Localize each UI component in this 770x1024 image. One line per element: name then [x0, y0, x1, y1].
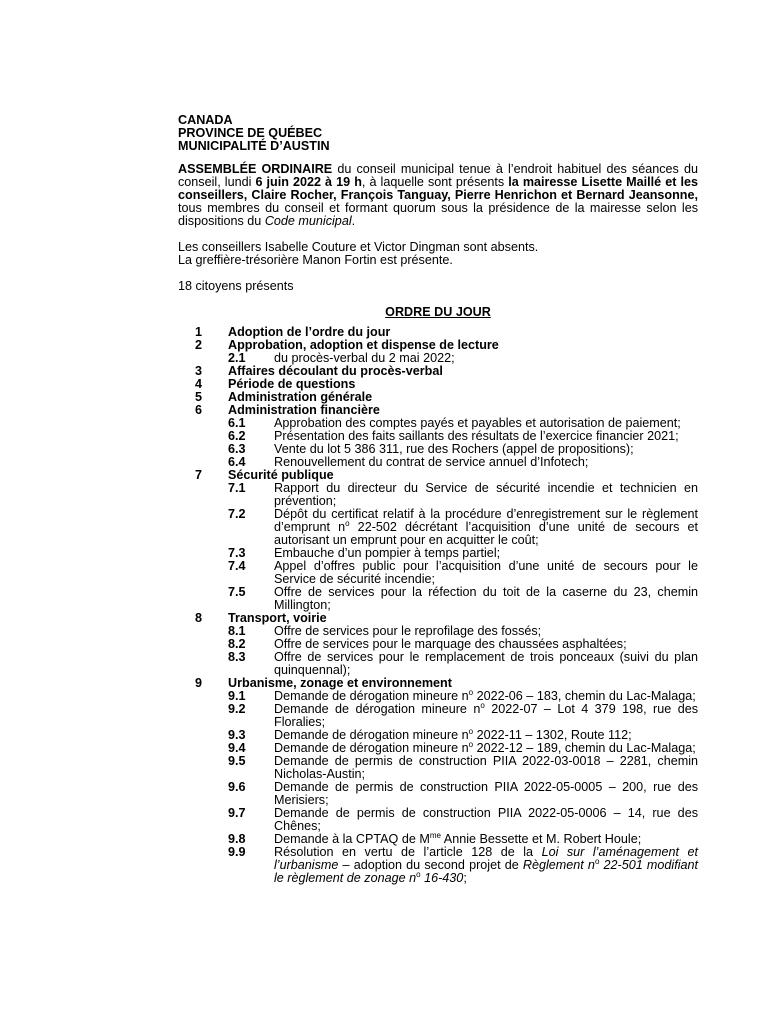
agenda-subitem: [228, 586, 698, 612]
subitem-label: Embauche d’un pompier à temps partiel;: [274, 546, 501, 560]
agenda-subitem: [228, 807, 698, 833]
header-municipality: MUNICIPALITÉ D’AUSTIN: [178, 139, 330, 153]
subitem-text: ;: [463, 871, 467, 885]
agenda-title: ORDRE DU JOUR: [385, 305, 491, 319]
subitem-label: Offre de services pour le reprofilage des fossés;: [274, 624, 542, 638]
subitem-label: Offre de services pour le marquage des chaussées asphaltées;: [274, 637, 627, 651]
document-content: [178, 114, 698, 885]
subitem-label: Approbation des comptes payés et payables et autorisation de paiement;: [274, 416, 681, 430]
agenda-subitem: [228, 846, 698, 885]
subitem-number: 9.1: [228, 689, 246, 703]
subitem-superscript: o: [468, 739, 474, 749]
subitem-number: 9.3: [228, 728, 246, 742]
subitem-number: 7.1: [228, 481, 246, 495]
item-label: Transport, voirie: [228, 611, 327, 625]
subitem-text: Demande de dérogation mineure n: [274, 689, 469, 703]
item-number: 1: [195, 325, 203, 339]
subitem-text: Demande de dérogation mineure n: [274, 741, 469, 755]
subitem-number: 6.2: [228, 429, 246, 443]
agenda-subitem: [228, 700, 698, 729]
subitem-number: 9.9: [228, 845, 246, 859]
subitem-number: 8.3: [228, 650, 246, 664]
subitem-number: 6.1: [228, 416, 246, 430]
subitem-italic: 16-430: [420, 871, 464, 885]
subitem-text: 2022-07 – Lot 4 379 198, rue des Floralies;: [274, 702, 698, 729]
subitem-label: Offre de services pour la réfection du toit de la caserne du 23, chemin Millington;: [274, 585, 698, 612]
subitem-superscript: o: [594, 856, 600, 866]
subitem-superscript: o: [480, 700, 485, 710]
subitem-label: Demande de permis de construction PIIA 2022-03-0018 – 2281, chemin Nicholas-Austin;: [274, 754, 698, 781]
item-label: Sécurité publique: [228, 468, 334, 482]
subitem-number: 7.3: [228, 546, 246, 560]
agenda-subitem: [228, 482, 698, 508]
subitem-superscript: o: [468, 687, 474, 697]
subitem-italic: Loi sur l’aménagement et l’urbanisme: [274, 845, 698, 872]
subitem-text: Demande à la CPTAQ de M: [274, 832, 430, 846]
intro-assembly-type: ASSEMBLÉE ORDINAIRE: [178, 162, 333, 176]
item-number: 9: [195, 676, 203, 690]
subitem-number: 9.2: [228, 702, 246, 716]
intro-attendees: la mairesse Lisette Maillé et les conseillers, Claire Rocher, François Tanguay, Pierre Henrichon et Bernard Jeansonne,: [178, 175, 698, 202]
agenda-list: [178, 326, 698, 885]
subitem-superscript: o: [468, 726, 474, 736]
item-label: Administration financière: [228, 403, 380, 417]
item-label: Période de questions: [228, 377, 356, 391]
agenda-subitem: [228, 508, 698, 547]
item-label: Approbation, adoption et dispense de lecture: [228, 338, 499, 352]
absent-line: Les conseillers Isabelle Couture et Victor Dingman sont absents.: [178, 240, 539, 254]
subitem-label: [274, 700, 698, 729]
item-label: Adoption de l’ordre du jour: [228, 325, 391, 339]
intro-text: tous membres du conseil et formant quorum sous la présidence de la mairesse selon les dispositions du: [178, 201, 698, 228]
subitem-label: [274, 846, 698, 885]
intro-text: du conseil municipal tenue à l’endroit habituel des séances du conseil, lundi: [178, 162, 698, 189]
subitem-number: 9.8: [228, 832, 246, 846]
item-number: 4: [195, 377, 203, 391]
header-country: CANADA: [178, 113, 233, 127]
citizens-line: 18 citoyens présents: [178, 279, 294, 293]
subitem-number: 9.5: [228, 754, 246, 768]
subitem-label: [274, 508, 698, 547]
subitem-text: 22-502 décrétant l’acquisition d’une unité de secours et autorisant un emprunt pour en acquitter le coût;: [274, 520, 698, 547]
intro-text: .: [351, 214, 356, 228]
agenda-subitem: [228, 781, 698, 807]
intro-date: 6 juin 2022 à 19 h: [255, 175, 362, 189]
item-label: Urbanisme, zonage et environnement: [228, 676, 452, 690]
subitem-text: 2022-06 – 183, chemin du Lac-Malaga;: [473, 689, 696, 703]
subitem-label: Renouvellement du contrat de service annuel d’Infotech;: [274, 455, 589, 469]
subitem-number: 6.4: [228, 455, 246, 469]
intro-code-ref: Code municipal: [264, 214, 352, 228]
subitem-number: 7.4: [228, 559, 246, 573]
subitem-text: – adoption du second projet de: [338, 858, 523, 872]
subitem-number: 8.2: [228, 637, 246, 651]
item-number: 7: [195, 468, 203, 482]
header-province: PROVINCE DE QUÉBEC: [178, 126, 323, 140]
subitem-italic: 22-501 modifiant le règlement de zonage n: [274, 858, 698, 885]
item-label: Affaires découlant du procès-verbal: [228, 364, 443, 378]
subitem-label: Demande de permis de construction PIIA 2022-05-0005 – 200, rue des Merisiers;: [274, 780, 698, 807]
item-number: 3: [195, 364, 203, 378]
subitem-number: 7.2: [228, 507, 246, 521]
subitem-text: Annie Bessette et M. Robert Houle;: [440, 832, 642, 846]
agenda-subitem: [228, 755, 698, 781]
subitem-text: Demande de dérogation mineure n: [274, 728, 469, 742]
clerk-line: La greffière-trésorière Manon Fortin est présente.: [178, 253, 453, 267]
subitem-text: 2022-12 – 189, chemin du Lac-Malaga;: [473, 741, 696, 755]
subitem-superscript: o: [416, 869, 421, 879]
intro-paragraph: [178, 163, 698, 228]
subitem-text: Demande de dérogation mineure n: [274, 702, 481, 716]
subitem-label: Offre de services pour le remplacement de trois ponceaux (suivi du plan quinquennal);: [274, 650, 698, 677]
subitem-superscript: o: [345, 518, 350, 528]
agenda-subitem: [228, 651, 698, 677]
subitem-superscript: me: [429, 830, 441, 840]
item-number: 5: [195, 390, 203, 404]
subitem-number: 9.4: [228, 741, 246, 755]
subitem-text: Résolution en vertu de l’article 128 de la: [274, 845, 542, 859]
item-number: 6: [195, 403, 203, 417]
intro-text: , à laquelle sont présents: [361, 175, 509, 189]
item-label: Administration générale: [228, 390, 373, 404]
subitem-number: 9.6: [228, 780, 246, 794]
subitem-number: 2.1: [228, 351, 246, 365]
subitem-label: Rapport du directeur du Service de sécurité incendie et technicien en prévention;: [274, 481, 698, 508]
subitem-text: Dépôt du certificat relatif à la procédure d’enregistrement sur le règlement d’emprunt n: [274, 507, 698, 534]
subitem-text: 2022-11 – 1302, Route 112;: [473, 728, 632, 742]
subitem-label: Présentation des faits saillants des résultats de l’exercice financier 2021;: [274, 429, 679, 443]
subitem-number: 6.3: [228, 442, 246, 456]
subitem-number: 7.5: [228, 585, 246, 599]
subitem-label: Demande de permis de construction PIIA 2022-05-0006 – 14, rue des Chênes;: [274, 806, 698, 833]
subitem-label: Appel d’offres public pour l’acquisition d’une unité de secours pour le Service de sécurité incendie;: [274, 559, 698, 586]
subitem-number: 9.7: [228, 806, 246, 820]
subitem-number: 8.1: [228, 624, 246, 638]
subitem-label: du procès-verbal du 2 mai 2022;: [274, 351, 455, 365]
subitem-italic: Règlement n: [522, 858, 595, 872]
item-number: 2: [195, 338, 203, 352]
item-number: 8: [195, 611, 203, 625]
subitem-label: Vente du lot 5 386 311, rue des Rochers (appel de propositions);: [274, 442, 634, 456]
agenda-subitem: [228, 560, 698, 586]
